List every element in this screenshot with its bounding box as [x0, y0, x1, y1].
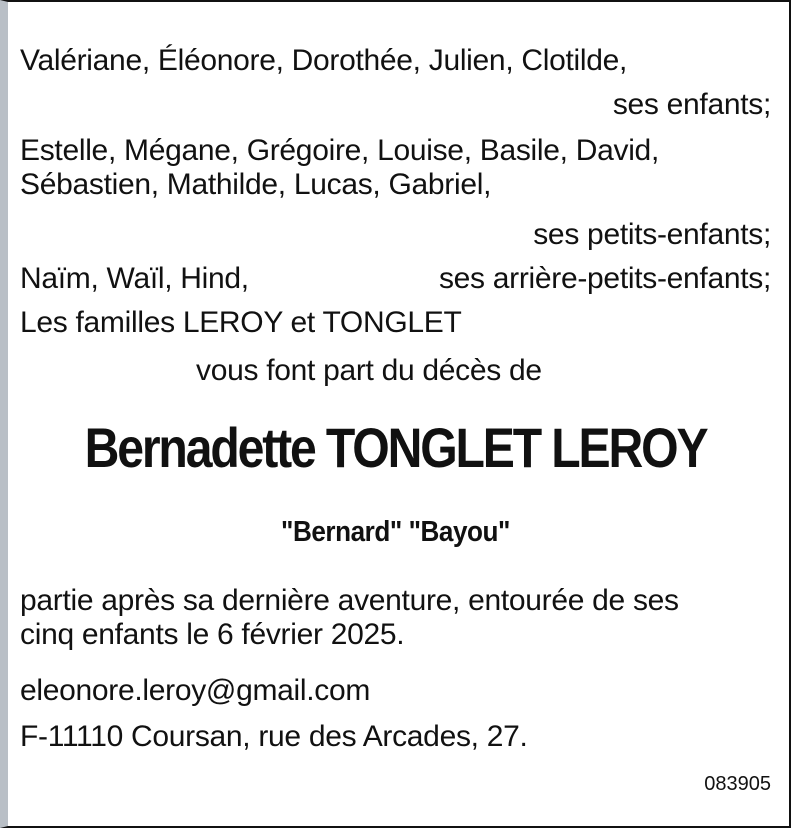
reference-number: 083905: [704, 773, 771, 795]
children-names: Valériane, Éléonore, Dorothée, Julien, Clotilde,: [20, 44, 628, 77]
message-line-2: cinq enfants le 6 février 2025.: [20, 618, 405, 651]
grandchildren-label: ses petits-enfants;: [533, 218, 771, 251]
great-grandchildren-label: ses arrière-petits-enfants;: [438, 262, 771, 295]
grandchildren-names-line-2: Sébastien, Mathilde, Lucas, Gabriel,: [20, 168, 492, 201]
families-line: Les familles LEROY et TONGLET: [20, 306, 462, 339]
deceased-name: Bernadette TONGLET LEROY: [84, 416, 707, 479]
great-grandchildren-names: Naïm, Waïl, Hind,: [20, 262, 249, 295]
message-line-1: partie après sa dernière aventure, entourée de ses: [20, 584, 679, 617]
announcement-line: vous font part du décès de: [196, 354, 542, 387]
children-label: ses enfants;: [612, 88, 771, 121]
contact-email[interactable]: eleonore.leroy@gmail.com: [20, 674, 371, 707]
grandchildren-names-line-1: Estelle, Mégane, Grégoire, Louise, Basile, David,: [20, 134, 659, 167]
contact-address: F-11110 Coursan, rue des Arcades, 27.: [20, 720, 528, 753]
deceased-nicknames: "Bernard" "Bayou": [281, 516, 510, 548]
